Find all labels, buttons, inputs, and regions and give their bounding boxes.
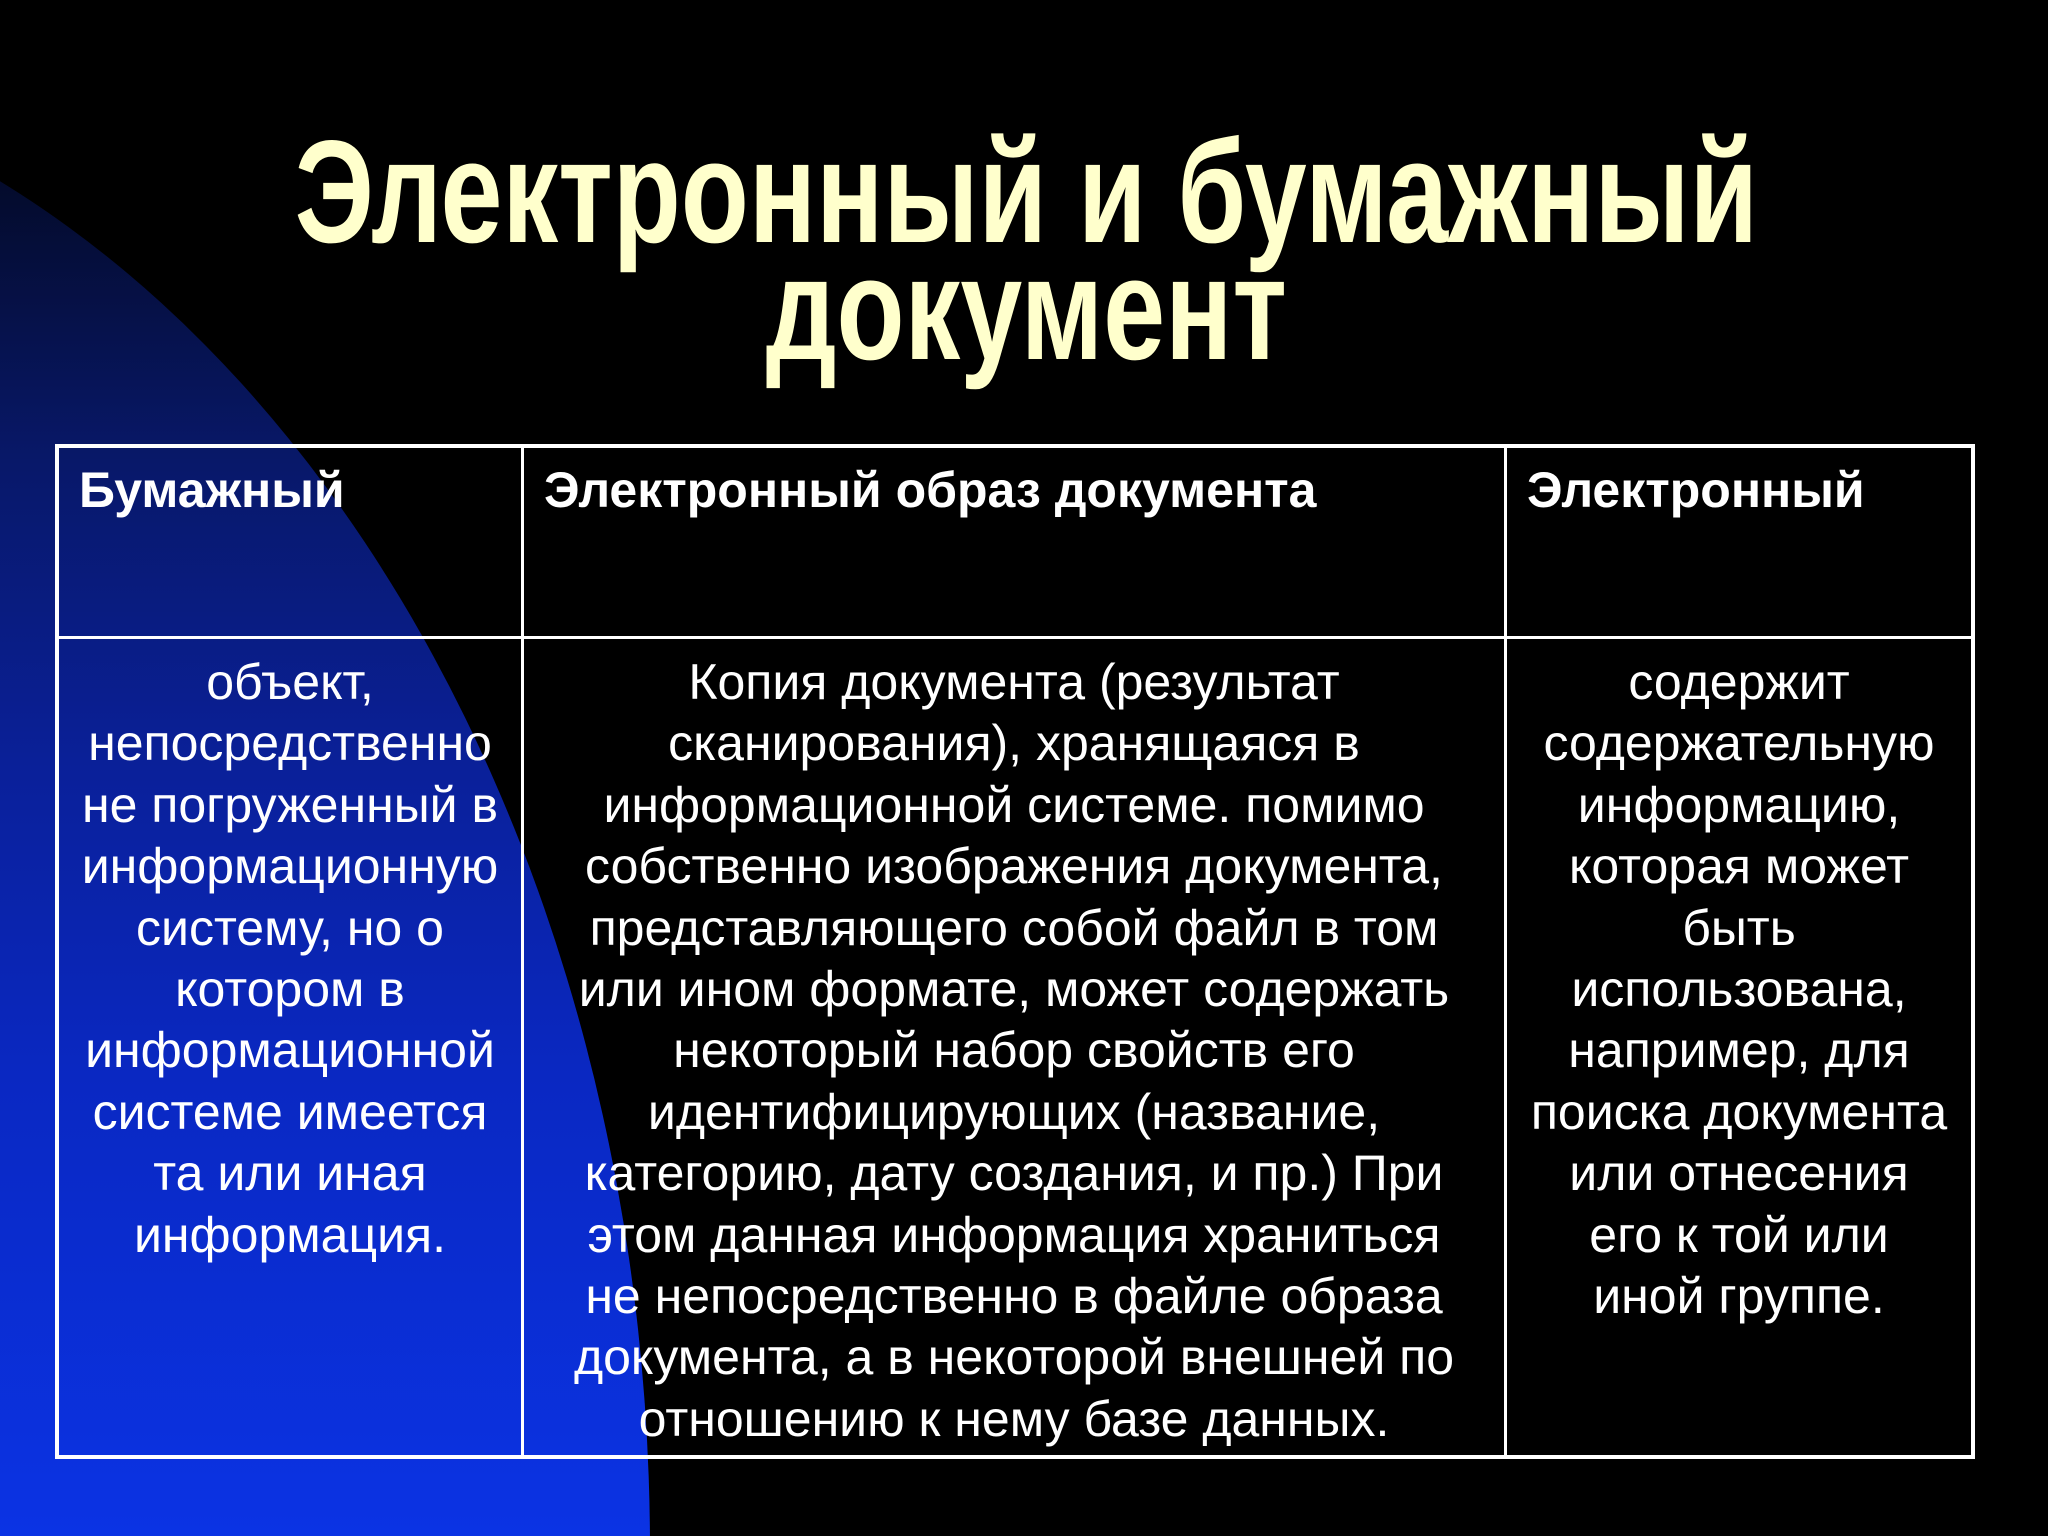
header-cell-electronic: Электронный bbox=[1507, 448, 1971, 639]
header-cell-electronic-image: Электронный образ документа bbox=[524, 448, 1507, 639]
header-cell-paper: Бумажный bbox=[59, 448, 524, 639]
body-cell-electronic-image: Копия документа (результат сканирования), хранящаяся в информационной системе. помимо собственно изображения документа, представляющего собой файл в том или ином формате, может содержать некоторый набор свойств его идентифицирующих (название, категорию, дату создания, и пр.) При этом данная информация храниться не непосредственно в файле образа документа, а в некоторой внешней по отношению к нему базе данных. bbox=[524, 639, 1507, 1455]
body-cell-electronic: содержит содержательную информацию, которая может быть использована, например, для поиска документа или отнесения его к той или иной группе. bbox=[1530, 654, 1948, 1325]
body-cell-paper: объект, непосредственно не погруженный в информационную систему, но о котором в информационной системе имеется та или иная информация. bbox=[59, 639, 524, 1455]
comparison-table bbox=[55, 444, 1975, 1459]
slide-title: Электронный и бумажный документ bbox=[294, 110, 1759, 390]
